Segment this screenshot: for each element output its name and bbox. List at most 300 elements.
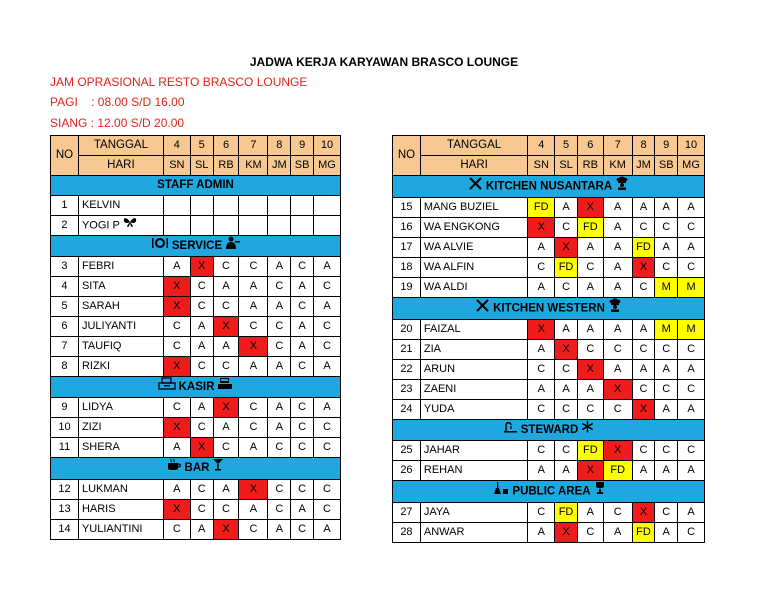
shift-cell: C xyxy=(555,441,578,461)
shift-cell: C xyxy=(577,258,603,278)
day-header: SN xyxy=(163,156,190,176)
table-row xyxy=(393,360,705,380)
shift-cell: C xyxy=(190,418,213,438)
employee-name: WA ALDI xyxy=(420,278,527,298)
shift-cell: FD xyxy=(555,503,578,523)
shift-cell: A xyxy=(678,503,705,523)
table-row xyxy=(51,337,341,357)
day-header: JM xyxy=(632,156,655,176)
shift-cell: X xyxy=(555,238,578,258)
day-header: SL xyxy=(555,156,578,176)
schedule-table-right xyxy=(392,135,705,543)
employee-name: YOGI P xyxy=(78,216,163,236)
shift-cell: X xyxy=(190,438,213,458)
date-header: 7 xyxy=(239,136,268,156)
shift-cell: C xyxy=(163,337,190,357)
shift-cell: A xyxy=(603,258,632,278)
shift-cell: A xyxy=(528,461,555,481)
shift-cell: A xyxy=(678,400,705,420)
shift-cell: X xyxy=(632,503,655,523)
table-row xyxy=(51,277,341,297)
shift-cell: X xyxy=(213,519,239,539)
section-header xyxy=(51,377,341,398)
row-number: 11 xyxy=(51,438,79,458)
shift-cell xyxy=(268,216,291,236)
day-header: MG xyxy=(678,156,705,176)
shift-cell xyxy=(163,216,190,236)
shift-cell: C xyxy=(213,297,239,317)
shift-cell: C xyxy=(268,277,291,297)
shift-cell: A xyxy=(190,519,213,539)
shift-cell: C xyxy=(163,398,190,418)
shift-cell: C xyxy=(678,441,705,461)
info-line-opening-hours: JAM OPRASIONAL RESTO BRASCO LOUNGE xyxy=(50,75,308,89)
shift-cell: C xyxy=(268,479,291,499)
shift-cell: C xyxy=(632,380,655,400)
shift-cell: C xyxy=(314,317,341,337)
row-number: 5 xyxy=(51,297,79,317)
section-label: STEWARD xyxy=(520,424,579,437)
shift-cell: A xyxy=(655,360,678,380)
shift-cell: C xyxy=(239,257,268,277)
shift-cell: A xyxy=(577,503,603,523)
date-header: 4 xyxy=(163,136,190,156)
shift-cell: A xyxy=(268,418,291,438)
shift-cell: A xyxy=(528,238,555,258)
date-header: 6 xyxy=(577,136,603,156)
employee-name: JULIYANTI xyxy=(78,317,163,337)
shift-cell: A xyxy=(239,499,268,519)
shift-cell: A xyxy=(239,357,268,377)
shift-cell: A xyxy=(163,257,190,277)
shift-cell: A xyxy=(528,380,555,400)
shift-cell: M xyxy=(655,278,678,298)
cocktail-icon xyxy=(212,458,224,478)
employee-name: SARAH xyxy=(78,297,163,317)
shift-cell: C xyxy=(528,441,555,461)
hari-header: HARI xyxy=(420,156,527,176)
employee-name: JAYA xyxy=(420,503,527,523)
shift-cell: A xyxy=(291,277,314,297)
date-header: 9 xyxy=(291,136,314,156)
shift-cell xyxy=(213,216,239,236)
shift-cell: C xyxy=(291,357,314,377)
shift-cell: A xyxy=(603,218,632,238)
shift-cell: A xyxy=(555,380,578,400)
table-row xyxy=(51,357,341,377)
shift-cell: X xyxy=(163,418,190,438)
shift-cell: A xyxy=(528,340,555,360)
day-header: SN xyxy=(528,156,555,176)
shift-cell xyxy=(268,196,291,216)
employee-name: RIZKI xyxy=(78,357,163,377)
table-row xyxy=(51,418,341,438)
table-row xyxy=(393,400,705,420)
date-header: 8 xyxy=(268,136,291,156)
shift-cell xyxy=(291,216,314,236)
shift-cell: FD xyxy=(577,218,603,238)
shift-cell: C xyxy=(555,400,578,420)
shift-cell: FD xyxy=(632,238,655,258)
date-header: 10 xyxy=(678,136,705,156)
employee-name: SITA xyxy=(78,277,163,297)
section-label: KITCHEN WESTERN xyxy=(493,302,605,315)
day-header: RB xyxy=(213,156,239,176)
date-header: 9 xyxy=(655,136,678,156)
employee-name: YULIANTINI xyxy=(78,519,163,539)
shift-cell: A xyxy=(678,238,705,258)
shift-cell: A xyxy=(555,461,578,481)
row-number: 7 xyxy=(51,337,79,357)
row-number: 16 xyxy=(393,218,421,238)
shift-cell: A xyxy=(163,479,190,499)
employee-name: LUKMAN xyxy=(78,479,163,499)
employee-name: REHAN xyxy=(420,461,527,481)
table-row xyxy=(51,499,341,519)
shift-cell: C xyxy=(655,441,678,461)
employee-name: HARIS xyxy=(78,499,163,519)
shift-cell: A xyxy=(678,461,705,481)
section-label: KITCHEN NUSANTARA xyxy=(485,180,613,193)
row-number: 22 xyxy=(393,360,421,380)
shift-cell: C xyxy=(291,257,314,277)
shift-cell: X xyxy=(528,320,555,340)
header-row-dates xyxy=(393,136,705,156)
shift-cell: A xyxy=(632,360,655,380)
shift-cell: C xyxy=(314,438,341,458)
section-label: BAR xyxy=(184,462,210,475)
row-number: 17 xyxy=(393,238,421,258)
employee-name: YUDA xyxy=(420,400,527,420)
shift-cell: A xyxy=(314,357,341,377)
section-header xyxy=(51,458,341,479)
shift-cell xyxy=(314,196,341,216)
day-header: RB xyxy=(577,156,603,176)
shift-cell: FD xyxy=(603,461,632,481)
shift-cell: A xyxy=(190,317,213,337)
shift-cell: X xyxy=(213,398,239,418)
employee-name: LIDYA xyxy=(78,398,163,418)
shift-cell: A xyxy=(314,257,341,277)
shift-cell: C xyxy=(314,277,341,297)
row-number: 3 xyxy=(51,257,79,277)
shift-cell: C xyxy=(655,503,678,523)
no-header: NO xyxy=(51,136,79,176)
snowflake-icon xyxy=(581,420,594,440)
shift-cell: A xyxy=(268,519,291,539)
shift-cell: A xyxy=(655,198,678,218)
shift-cell: C xyxy=(291,479,314,499)
shift-cell: C xyxy=(632,218,655,238)
shift-cell: A xyxy=(632,461,655,481)
date-header: 6 xyxy=(213,136,239,156)
shift-cell xyxy=(239,216,268,236)
table-row xyxy=(51,438,341,458)
shift-cell: C xyxy=(213,357,239,377)
shift-cell: C xyxy=(655,340,678,360)
shift-cell: C xyxy=(291,438,314,458)
shift-cell: X xyxy=(577,198,603,218)
row-number: 2 xyxy=(51,216,79,236)
shift-cell: A xyxy=(268,297,291,317)
table-row xyxy=(51,297,341,317)
shift-cell: A xyxy=(678,360,705,380)
shift-cell: X xyxy=(163,499,190,519)
shift-cell: A xyxy=(655,461,678,481)
table-row xyxy=(393,380,705,400)
shift-cell: A xyxy=(239,277,268,297)
shift-cell: A xyxy=(632,198,655,218)
table-row xyxy=(393,238,705,258)
table-row xyxy=(393,218,705,238)
shift-cell: C xyxy=(577,523,603,543)
table-row xyxy=(393,258,705,278)
day-header: JM xyxy=(268,156,291,176)
shift-cell: A xyxy=(603,320,632,340)
shift-cell: C xyxy=(190,277,213,297)
shift-cell: C xyxy=(632,340,655,360)
cleaning-icon xyxy=(491,482,509,502)
shift-cell: A xyxy=(213,337,239,357)
shift-cell: C xyxy=(655,218,678,238)
page-title: JADWA KERJA KARYAWAN BRASCO LOUNGE xyxy=(249,55,519,69)
shift-cell: C xyxy=(268,317,291,337)
shift-cell: C xyxy=(239,418,268,438)
shift-cell: C xyxy=(555,278,578,298)
shift-cell: C xyxy=(603,503,632,523)
shift-cell: C xyxy=(239,317,268,337)
shift-cell: C xyxy=(528,360,555,380)
shift-cell: M xyxy=(678,278,705,298)
cash-register-icon xyxy=(158,377,176,397)
shift-cell xyxy=(291,196,314,216)
shift-cell xyxy=(190,216,213,236)
shift-cell: A xyxy=(213,479,239,499)
table-row xyxy=(393,503,705,523)
header-row-days xyxy=(393,156,705,176)
cutlery-icon xyxy=(468,177,483,197)
table-row xyxy=(51,398,341,418)
row-number: 20 xyxy=(393,320,421,340)
shift-cell: C xyxy=(314,499,341,519)
date-header: 8 xyxy=(632,136,655,156)
shift-cell: A xyxy=(190,337,213,357)
table-row xyxy=(51,317,341,337)
shift-cell: X xyxy=(163,297,190,317)
row-number: 18 xyxy=(393,258,421,278)
row-number: 23 xyxy=(393,380,421,400)
shift-cell: A xyxy=(678,198,705,218)
row-number: 21 xyxy=(393,340,421,360)
shift-cell: A xyxy=(603,360,632,380)
shift-cell: X xyxy=(603,441,632,461)
section-label: KASIR xyxy=(178,381,215,394)
row-number: 24 xyxy=(393,400,421,420)
shift-cell: A xyxy=(655,523,678,543)
shift-cell: X xyxy=(528,218,555,238)
shift-cell: C xyxy=(190,479,213,499)
shift-cell: C xyxy=(163,519,190,539)
row-number: 25 xyxy=(393,441,421,461)
table-row xyxy=(51,519,341,539)
shift-cell: A xyxy=(528,523,555,543)
section-row xyxy=(393,420,705,441)
shift-cell: C xyxy=(678,380,705,400)
shift-cell: C xyxy=(190,357,213,377)
section-header xyxy=(393,420,705,441)
shift-cell: A xyxy=(577,278,603,298)
shift-cell: FD xyxy=(528,198,555,218)
dining-icon xyxy=(151,237,169,256)
shift-cell: C xyxy=(291,519,314,539)
shift-cell: C xyxy=(528,258,555,278)
row-number: 9 xyxy=(51,398,79,418)
section-row xyxy=(393,176,705,198)
chef-icon xyxy=(608,298,622,319)
table-row xyxy=(51,479,341,499)
shift-cell: A xyxy=(603,278,632,298)
date-header: 4 xyxy=(528,136,555,156)
table-row xyxy=(393,278,705,298)
row-number: 4 xyxy=(51,277,79,297)
day-header: KM xyxy=(603,156,632,176)
employee-name: ZAENI xyxy=(420,380,527,400)
header-row-days xyxy=(51,156,341,176)
shift-cell: A xyxy=(603,523,632,543)
chef-icon xyxy=(615,176,629,197)
shift-cell: C xyxy=(268,499,291,519)
employee-name: ZIA xyxy=(420,340,527,360)
info-line-afternoon-shift: SIANG : 12.00 S/D 20.00 xyxy=(50,116,185,130)
shift-cell: C xyxy=(314,337,341,357)
table-row xyxy=(51,216,341,236)
shift-cell: A xyxy=(577,238,603,258)
shift-cell: X xyxy=(603,380,632,400)
employee-name: ANWAR xyxy=(420,523,527,543)
shift-cell: A xyxy=(291,317,314,337)
sink-icon xyxy=(503,420,518,440)
shift-cell: C xyxy=(314,479,341,499)
shift-cell: A xyxy=(190,398,213,418)
shift-cell: X xyxy=(632,258,655,278)
shift-cell: A xyxy=(655,238,678,258)
row-number: 27 xyxy=(393,503,421,523)
shift-cell: A xyxy=(268,357,291,377)
shift-cell: C xyxy=(213,438,239,458)
section-label: SERVICE xyxy=(171,240,223,253)
table-row xyxy=(393,441,705,461)
shift-cell: X xyxy=(239,479,268,499)
section-row xyxy=(51,377,341,398)
shift-cell: A xyxy=(213,277,239,297)
shift-cell: A xyxy=(291,499,314,519)
waiter-icon xyxy=(225,236,240,256)
shift-cell: C xyxy=(655,258,678,278)
day-header: KM xyxy=(239,156,268,176)
shift-cell xyxy=(314,216,341,236)
row-number: 12 xyxy=(51,479,79,499)
row-number: 10 xyxy=(51,418,79,438)
shift-cell: A xyxy=(528,278,555,298)
day-header: SB xyxy=(291,156,314,176)
row-number: 13 xyxy=(51,499,79,519)
employee-name: FAIZAL xyxy=(420,320,527,340)
shift-cell: X xyxy=(577,360,603,380)
shift-cell: X xyxy=(555,340,578,360)
shift-cell: C xyxy=(603,400,632,420)
info-line-morning-shift: PAGI : 08.00 S/D 16.00 xyxy=(50,95,185,109)
hari-header: HARI xyxy=(78,156,163,176)
date-header: 5 xyxy=(190,136,213,156)
row-number: 26 xyxy=(393,461,421,481)
day-header: SL xyxy=(190,156,213,176)
coffee-icon xyxy=(167,458,182,478)
shift-cell: FD xyxy=(555,258,578,278)
shift-cell xyxy=(190,196,213,216)
shift-cell: C xyxy=(555,218,578,238)
row-number: 6 xyxy=(51,317,79,337)
shift-cell: C xyxy=(190,297,213,317)
employee-name: WA ALVIE xyxy=(420,238,527,258)
shift-cell: M xyxy=(655,320,678,340)
trophy-icon xyxy=(594,481,606,502)
shift-cell: A xyxy=(291,337,314,357)
section-header xyxy=(51,176,341,196)
shift-cell: C xyxy=(678,340,705,360)
shift-cell: C xyxy=(655,380,678,400)
shift-cell: C xyxy=(291,418,314,438)
employee-name: MANG BUZIEL xyxy=(420,198,527,218)
row-number: 19 xyxy=(393,278,421,298)
row-number: 28 xyxy=(393,523,421,543)
tanggal-header: TANGGAL xyxy=(420,136,527,156)
employee-name: TAUFIQ xyxy=(78,337,163,357)
shift-cell xyxy=(163,196,190,216)
shift-cell: C xyxy=(268,438,291,458)
day-header: SB xyxy=(655,156,678,176)
table-row xyxy=(393,198,705,218)
shift-cell: C xyxy=(528,503,555,523)
table-row xyxy=(51,196,341,216)
row-number: 15 xyxy=(393,198,421,218)
shift-cell: C xyxy=(163,317,190,337)
shift-cell: C xyxy=(632,278,655,298)
employee-name: FEBRI xyxy=(78,257,163,277)
shift-cell xyxy=(239,196,268,216)
section-header xyxy=(393,481,705,503)
table-row xyxy=(393,523,705,543)
day-header: MG xyxy=(314,156,341,176)
shift-cell: A xyxy=(632,320,655,340)
shift-cell: C xyxy=(239,519,268,539)
shift-cell: A xyxy=(577,380,603,400)
schedule-table-left xyxy=(50,135,341,540)
section-header xyxy=(393,176,705,198)
section-row xyxy=(51,458,341,479)
shift-cell: X xyxy=(163,357,190,377)
row-number: 1 xyxy=(51,196,79,216)
table-row xyxy=(393,461,705,481)
shift-cell: FD xyxy=(632,523,655,543)
shift-cell: A xyxy=(314,297,341,317)
table-row xyxy=(393,340,705,360)
section-row xyxy=(51,176,341,196)
shift-cell: C xyxy=(678,523,705,543)
shift-cell: A xyxy=(603,198,632,218)
shift-cell: M xyxy=(678,320,705,340)
shift-cell: X xyxy=(632,400,655,420)
shift-cell: C xyxy=(213,257,239,277)
